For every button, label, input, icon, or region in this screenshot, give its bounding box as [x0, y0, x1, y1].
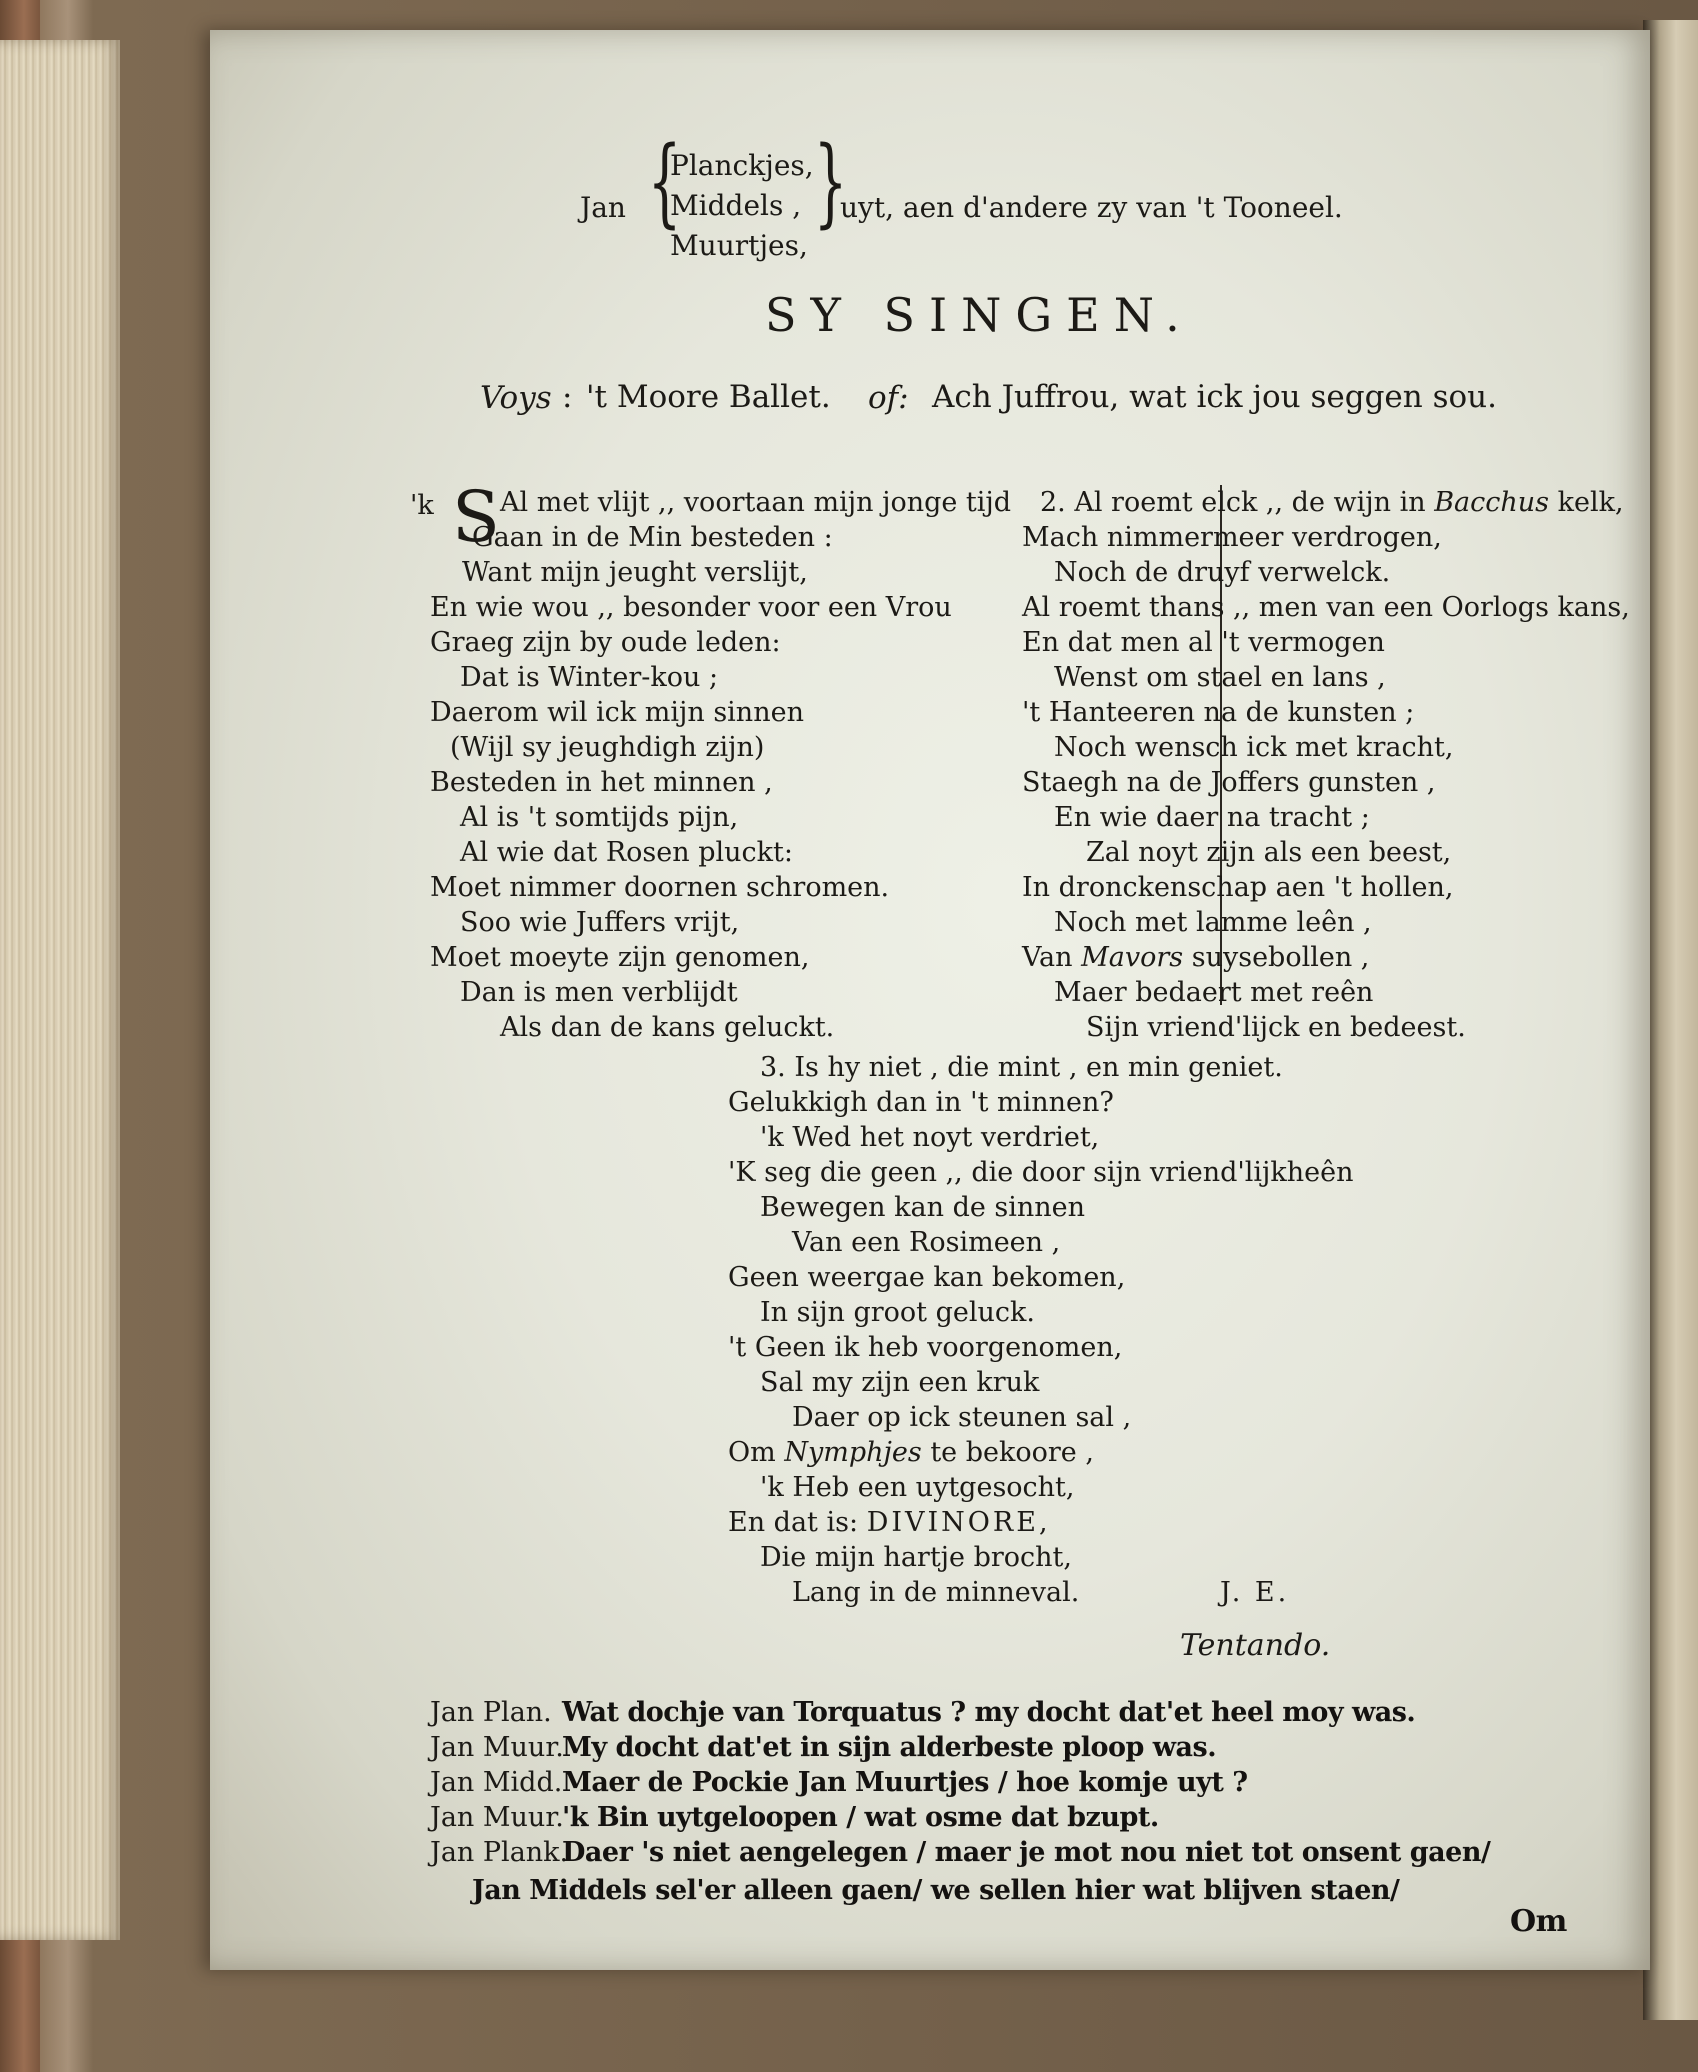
stanza-3-line: Gelukkigh dan in 't minnen? [728, 1087, 1114, 1118]
stanza-2-line: In dronckenschap aen 't hollen, [1022, 872, 1454, 903]
stanza-1-line: Soo wie Juffers vrijt, [460, 907, 740, 938]
stanza-3-line: 't Geen ik heb voorgenomen, [728, 1332, 1123, 1363]
stanza-3-line [728, 1435, 1094, 1470]
stanza-2-line: Noch wensch ick met kracht, [1054, 732, 1454, 763]
speech-line: Jan Middels sel'er alleen gaen/ we sellen hier wat blijven staen/ [472, 1875, 1400, 1906]
facing-page-edge [1643, 20, 1698, 2020]
stanza-3-line: In sijn groot geluck. [760, 1297, 1035, 1328]
divinore-word: DIVINORE, [866, 1507, 1051, 1538]
header-jan: Jan [580, 191, 626, 224]
stanza-2-line: Noch met lamme leên , [1054, 907, 1372, 938]
speaker-name: Jan Plank. [430, 1837, 569, 1868]
stanza-1-line: Moet nimmer doornen schromen. [430, 872, 890, 903]
speech-line: Maer de Pockie Jan Muurtjes / hoe komje uyt ? [562, 1767, 1248, 1798]
stanza-1-dropcap: S [452, 476, 500, 558]
page-edges-left [0, 40, 120, 1940]
speaker-name: Jan Muur. [430, 1802, 564, 1833]
stanza-3-line: 'k Heb een uytgesocht, [760, 1472, 1075, 1503]
stanza-1-line: Gaan in de Min besteden : [472, 522, 833, 553]
stanza-3-line: 'K seg die geen ,, die door sijn vriend'lijkheên [728, 1157, 1354, 1188]
stanza-3-line: Geen weergae kan bekomen, [728, 1262, 1126, 1293]
om-word: Om [728, 1437, 776, 1468]
stanza-3-line-start: En dat is: [728, 1507, 859, 1538]
stanza-3-line: Daer op ick steunen sal , [792, 1402, 1132, 1433]
voys-label: Voys [480, 380, 552, 416]
voys-colon: : [562, 379, 573, 415]
stanza-1-line: Daerom wil ick mijn sinnen [430, 697, 804, 728]
stanza-1-line: Moet moeyte zijn genomen, [430, 942, 810, 973]
speaker-name: Jan Muur. [430, 1732, 564, 1763]
stanza-2-line-end: kelk, [1557, 487, 1624, 518]
stanza-3-line [728, 1505, 1051, 1540]
stanza-1-line: Als dan de kans geluckt. [500, 1012, 835, 1043]
voys-of: of: [868, 380, 909, 416]
stanza-1-line: Al wie dat Rosen pluckt: [460, 837, 793, 868]
book-page [210, 30, 1650, 1970]
header-tail: uyt, aen d'andere zy van 't Tooneel. [840, 191, 1343, 224]
catchword: Om [1510, 1904, 1567, 1939]
stanza-3-line: Die mijn hartje brocht, [760, 1542, 1072, 1573]
stanza-2-line: En wie daer na tracht ; [1054, 802, 1370, 833]
stanza-2-line-text: 2. Al roemt elck ,, de wijn in [1040, 487, 1426, 518]
speaker-name: Jan Plan. [430, 1697, 552, 1728]
stanza-3-line: Van een Rosimeen , [792, 1227, 1061, 1258]
voys-tune-2: Ach Juffrou, wat ick jou seggen sou. [932, 379, 1497, 415]
bacchus-name: Bacchus [1434, 487, 1550, 518]
stanza-3-line: 'k Wed het noyt verdriet, [760, 1122, 1100, 1153]
header-name-2: Middels , [670, 189, 802, 222]
stanza-3-line-end: te bekoore , [930, 1437, 1094, 1468]
stanza-1-line: Al is 't somtijds pijn, [460, 802, 739, 833]
stanza-2-line-end: suysebollen , [1191, 942, 1370, 973]
stanza-2-line: Maer bedaert met reên [1054, 977, 1374, 1008]
stanza-2-line: En dat men al 't vermogen [1022, 627, 1385, 658]
stanza-2-line: Sijn vriend'lijck en bedeest. [1086, 1012, 1466, 1043]
nymphjes-word: Nymphjes [784, 1437, 922, 1468]
stanza-3-line: Lang in de minneval. [792, 1577, 1080, 1608]
stanza-3-line: Sal my zijn een kruk [760, 1367, 1040, 1398]
stanza-1-line: (Wijl sy jeughdigh zijn) [450, 732, 765, 763]
mavors-name: Mavors [1081, 942, 1184, 973]
right-brace: } [813, 126, 848, 238]
stanza-2-line: Staegh na de Joffers gunsten , [1022, 767, 1436, 798]
stanza-1-line: Dan is men verblijdt [460, 977, 738, 1008]
stanza-1-line: Dat is Winter-kou ; [460, 662, 719, 693]
stanza-2-line: Zal noyt zijn als een beest, [1086, 837, 1452, 868]
stanza-2-line: 't Hanteeren na de kunsten ; [1022, 697, 1415, 728]
speech-line: Daer 's niet aengelegen / maer je mot nou niet tot onsent gaen/ [562, 1837, 1491, 1868]
header-name-3: Muurtjes, [670, 229, 808, 262]
stanza-1-line: Besteden in het minnen , [430, 767, 773, 798]
stanza-2-line: Noch de druyf verwelck. [1054, 557, 1391, 588]
stanza-1-prefix: 'k [410, 490, 434, 521]
header-name-1: Planckjes, [670, 149, 814, 182]
speech-line: Wat dochje van Torquatus ? my docht dat'et heel moy was. [562, 1697, 1416, 1728]
speech-line: 'k Bin uytgeloopen / wat osme dat bzupt. [562, 1802, 1159, 1833]
left-brace: { [647, 126, 682, 238]
stanza-1-line: Want mijn jeught verslijt, [462, 557, 808, 588]
stanza-1-line: Graeg zijn by oude leden: [430, 627, 781, 658]
stanza-2-line: Al roemt thans ,, men van een Oorlogs kans, [1022, 592, 1630, 623]
page-title: SY SINGEN. [765, 288, 1194, 342]
stanza-3-line: Bewegen kan de sinnen [760, 1192, 1086, 1223]
stanza-2-line: Wenst om stael en lans , [1054, 662, 1386, 693]
stanza-1-line: En wie wou ,, besonder voor een Vrou [430, 592, 952, 623]
author-initials: J. E. [1220, 1577, 1290, 1608]
stanza-2-line [1022, 940, 1369, 975]
speech-line: My docht dat'et in sijn alderbeste ploop was. [562, 1732, 1217, 1763]
voys-tune-1: 't Moore Ballet. [586, 379, 831, 415]
stanza-1-line: Al met vlijt ,, voortaan mijn jonge tijd [500, 487, 1012, 518]
van-word: Van [1022, 942, 1073, 973]
stanza-2-line [1040, 485, 1624, 520]
stanza-2-line: Mach nimmermeer verdrogen, [1022, 522, 1442, 553]
stanza-3-line: 3. Is hy niet , die mint , en min geniet. [760, 1052, 1283, 1083]
motto: Tentando. [1180, 1628, 1331, 1663]
speaker-name: Jan Midd. [430, 1767, 563, 1798]
